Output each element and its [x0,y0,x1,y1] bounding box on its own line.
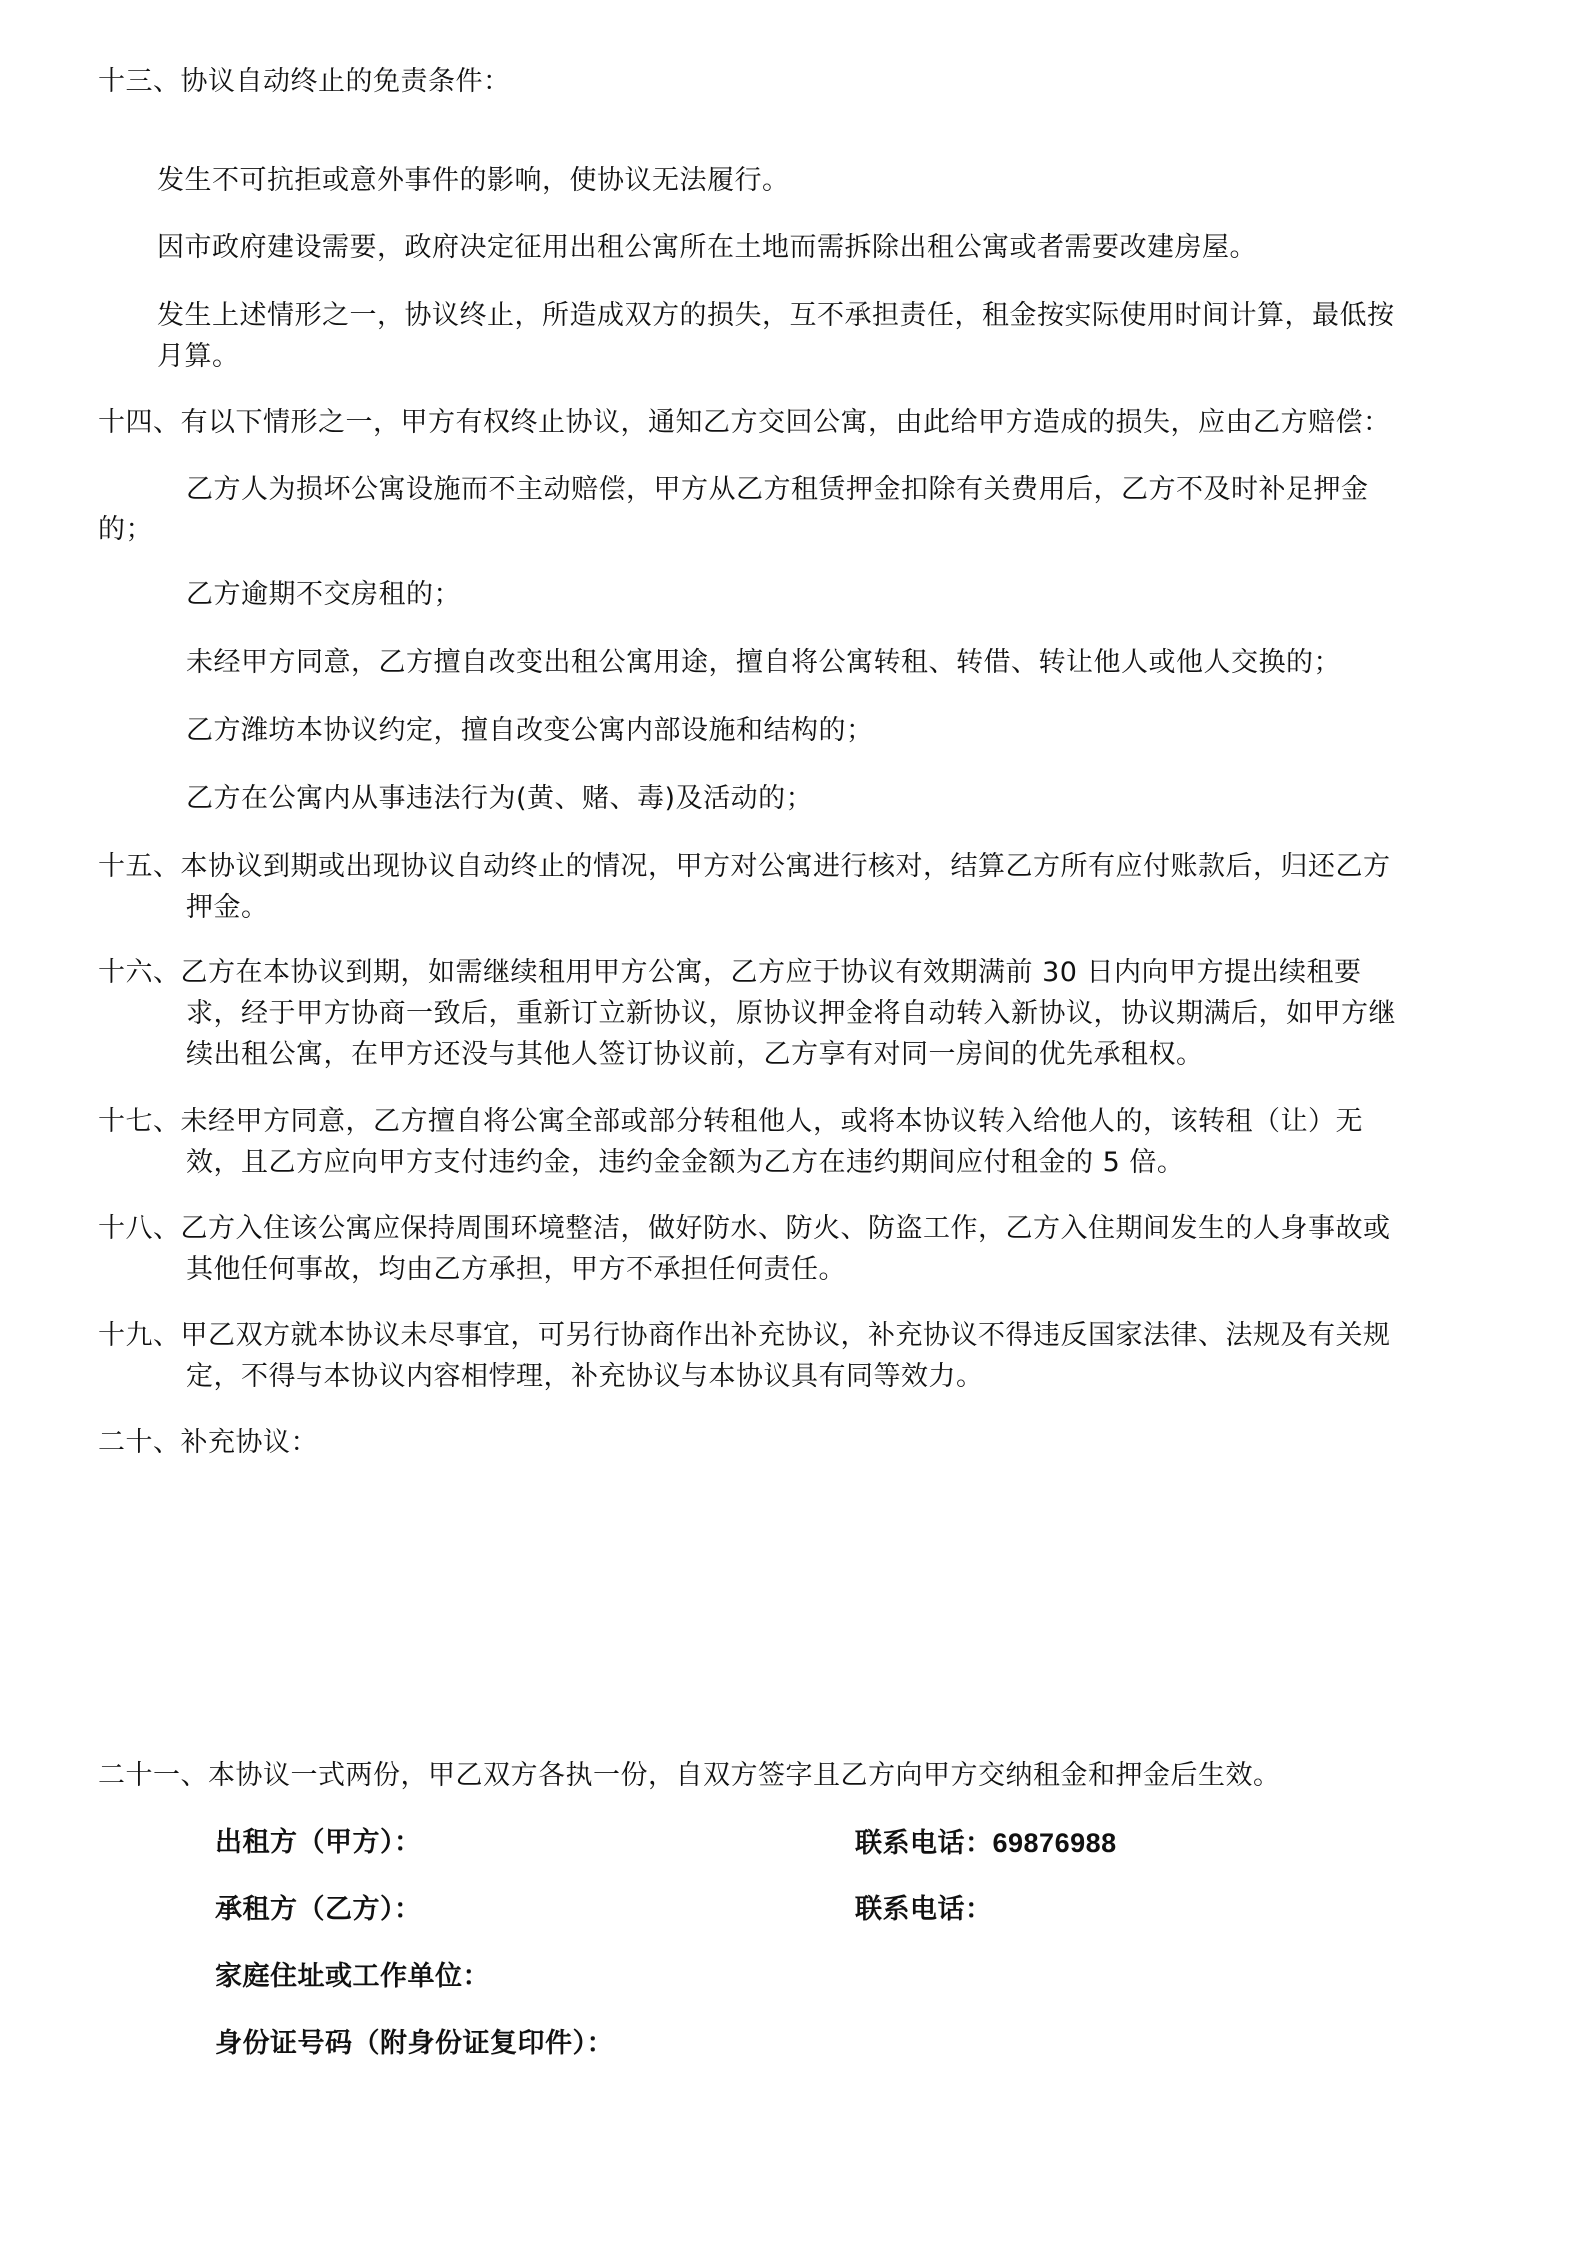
lessor-phone-label: 联系电话： [855,1828,993,1859]
clause-13-title: 十三、协议自动终止的免责条件： [98,66,511,97]
lessee-label: 承租方（乙方）： [215,1894,422,1925]
clause-21-text: 二十一、本协议一式两份，甲乙双方各执一份，自双方签字且乙方向甲方交纳租金和押金后生效。 [98,1760,1281,1791]
clause-14-item-5: 乙方在公寓内从事违法行为(黄、赌、毒)及活动的； [186,783,814,814]
clause-14-item-2: 乙方逾期不交房租的； [186,579,461,610]
lessee-phone-label: 联系电话： [855,1894,993,1925]
clause-13-item-1: 发生不可抗拒或意外事件的影响，使协议无法履行。 [157,165,790,196]
clause-13-item-3-line-1: 发生上述情形之一，协议终止，所造成双方的损失，互不承担责任，租金按实际使用时间计算，最低按 [157,300,1395,331]
clause-14-item-3: 未经甲方同意，乙方擅自改变出租公寓用途，擅自将公寓转租、转借、转让他人或他人交换的； [186,647,1341,678]
lessor-phone-value: 69876988 [992,1828,1117,1858]
clause-18-line-1: 十八、乙方入住该公寓应保持周围环境整洁，做好防水、防火、防盗工作，乙方入住期间发生的人身事故或 [98,1213,1391,1244]
clause-20-title: 二十、补充协议： [98,1427,318,1458]
clause-13-item-3-line-2: 月算。 [157,341,240,372]
lessor-label: 出租方（甲方）： [215,1827,422,1858]
clause-14-item-4: 乙方潍坊本协议约定，擅自改变公寓内部设施和结构的； [186,715,874,746]
clause-16-line-3: 续出租公寓，在甲方还没与其他人签订协议前，乙方享有对同一房间的优先承租权。 [186,1039,1204,1070]
clause-13-item-2: 因市政府建设需要，政府决定征用出租公寓所在土地而需拆除出租公寓或者需要改建房屋。 [157,232,1257,263]
lessor-phone [855,1823,1117,1864]
address-label: 家庭住址或工作单位： [215,1961,490,1992]
clause-16-line-2: 求，经于甲方协商一致后，重新订立新协议，原协议押金将自动转入新协议，协议期满后，如甲方继 [186,998,1396,1029]
clause-15-line-2: 押金。 [186,892,269,923]
id-number-label: 身份证号码（附身份证复印件）： [215,2028,614,2059]
clause-14-title: 十四、有以下情形之一，甲方有权终止协议，通知乙方交回公寓，由此给甲方造成的损失，应由乙方赔偿： [98,407,1391,438]
clause-18-line-2: 其他任何事故，均由乙方承担，甲方不承担任何责任。 [186,1254,846,1285]
clause-19-line-2: 定，不得与本协议内容相悖理，补充协议与本协议具有同等效力。 [186,1361,984,1392]
clause-17-line-2: 效，且乙方应向甲方支付违约金，违约金金额为乙方在违约期间应付租金的 5 倍。 [186,1147,1185,1178]
clause-19-line-1: 十九、甲乙双方就本协议未尽事宜，可另行协商作出补充协议，补充协议不得违反国家法律、法规及有关规 [98,1320,1391,1351]
clause-14-item-1-line-1: 乙方人为损坏公寓设施而不主动赔偿，甲方从乙方租赁押金扣除有关费用后，乙方不及时补足押金 [186,474,1369,505]
clause-14-item-1-line-2: 的； [98,514,153,545]
clause-15-line-1: 十五、本协议到期或出现协议自动终止的情况，甲方对公寓进行核对，结算乙方所有应付账款后，归还乙方 [98,851,1391,882]
clause-17-line-1: 十七、未经甲方同意，乙方擅自将公寓全部或部分转租他人，或将本协议转入给他人的，该转租（让）无 [98,1106,1363,1137]
clause-16-line-1: 十六、乙方在本协议到期，如需继续租用甲方公寓，乙方应于协议有效期满前 30 日内向甲方提出续租要 [98,957,1362,988]
